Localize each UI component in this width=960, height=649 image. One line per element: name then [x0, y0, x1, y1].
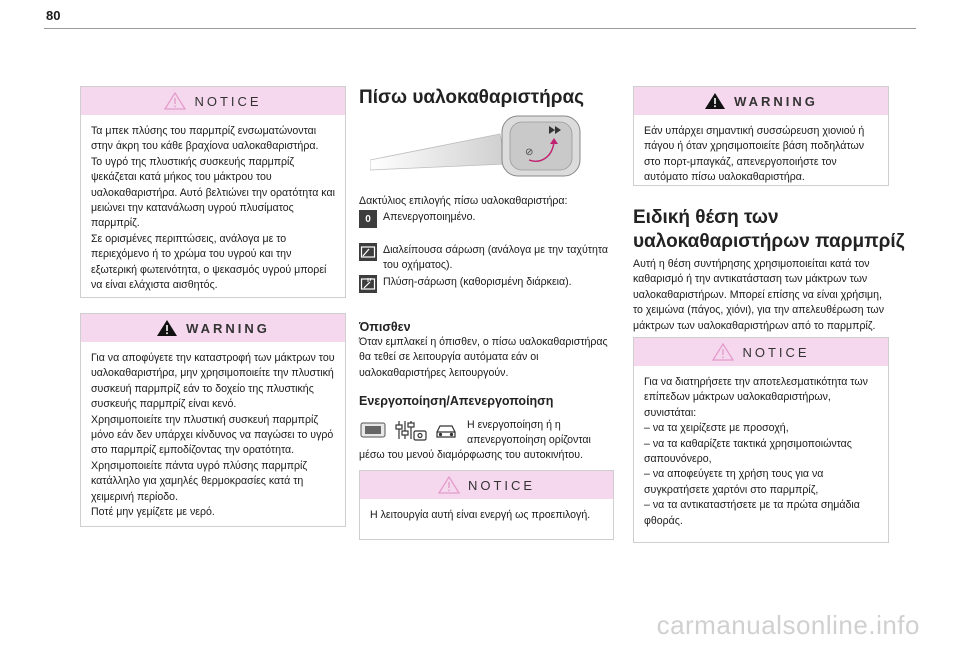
warning-text: Εάν υπάρχει σημαντική συσσώρευση χιονιού ή πάγου ή όταν χρησιμοποιείτε βάση ποδηλάτων στο πορτ-μπαγκάζ, απενεργοποιήστε τον αυτόματο πίσω υαλοκαθαριστήρα.: [644, 125, 865, 184]
notice-paragraph: Το υγρό της πλυστικής συσκευής παρμπρίζ ψεκάζεται κατά μήκος του μάκτρου του υαλοκαθαριστήρα. Αυτό βελτιώνει την ορατότητα και μειώνει την κατανάλωση υγρού πλυσίματος παρμπρίζ.: [91, 155, 335, 230]
wash-wipe-icon: [359, 275, 377, 293]
option-wash-wipe: [359, 275, 619, 293]
warning-paragraph: Για να αποφύγετε την καταστροφή των μάκτρων του υαλοκαθαριστήρα, μην χρησιμοποιείτε την πλυστική συσκευή παρμπρίζ εάν το δοχείο της πλυστικής συσκευής παρμπρίζ είναι κενό.: [91, 352, 335, 411]
ring-caption: Δακτύλιος επιλογής πίσω υαλοκαθαριστήρα:: [359, 195, 568, 207]
notice-item: – να τα καθαρίζετε τακτικά χρησιμοποιώντας σαπουνόνερο,: [644, 437, 852, 466]
warning-triangle-icon: [704, 92, 726, 110]
activation-heading: Ενεργοποίηση/Απενεργοποίηση: [359, 394, 554, 408]
watermark: carmanualsonline.info: [656, 610, 920, 640]
warning-header: [81, 314, 345, 342]
notice-box-right: [633, 337, 889, 543]
warning-triangle-icon: [438, 476, 460, 494]
option-off: [359, 210, 619, 228]
warning-body: [634, 115, 888, 196]
warning-triangle-icon: [712, 343, 734, 361]
section-heading-rear-wiper: Πίσω υαλοκαθαριστήρας: [359, 87, 585, 108]
activation-text-2: απενεργοποίηση ορίζονται: [467, 434, 591, 446]
rear-wiper-stalk-illustration: [370, 112, 590, 184]
notice-title: NOTICE: [467, 477, 536, 493]
warning-box-right: [633, 86, 889, 186]
notice-item: – να τα αντικαταστήσετε με τα πρώτα σημάδια φθοράς.: [644, 499, 860, 527]
notice-header: [634, 338, 888, 366]
reverse-text: Όταν εμπλακεί η όπισθεν, ο πίσω υαλοκαθαριστήρας θα τεθεί σε λειτουργία αυτόματα εάν οι υαλοκαθαριστήρες λειτουργούν.: [359, 336, 608, 379]
notice-body: [81, 115, 345, 303]
warning-paragraph: Χρησιμοποιείτε την πλυστική συσκευή παρμπρίζ μόνο εάν δεν υπάρχει κίνδυνος να παγώσει το υγρό στο παρμπρίζ εμποδίζοντας την ορατότητα.: [91, 413, 334, 457]
svg-text:⊘: ⊘: [525, 147, 534, 158]
notice-header: [360, 471, 613, 499]
notice-intro: Για να διατηρήσετε την αποτελεσματικότητα των επίπεδων μάκτρων υαλοκαθαριστήρων, συνιστάται:: [644, 376, 868, 419]
notice-body: [634, 366, 888, 539]
option-text: Απενεργοποιημένο.: [383, 211, 476, 223]
option-text: Διαλείπουσα σάρωση (ανάλογα με την ταχύτητα του οχήματος).: [383, 244, 609, 271]
section-heading-service-position-1: Ειδική θέση των: [633, 207, 779, 228]
warning-box-left: [80, 313, 346, 527]
warning-paragraph: Χρησιμοποιείτε πάντα υγρό πλύσης παρμπρίζ κατάλληλο για χαμηλές θερμοκρασίες κατά τη χειμερινή περίοδο.: [91, 459, 308, 503]
notice-text: Η λειτουργία αυτή είναι ενεργή ως προεπιλογή.: [370, 509, 591, 521]
reverse-heading: Όπισθεν: [359, 320, 411, 334]
warning-title: WARNING: [186, 320, 270, 336]
infotainment-menu-icons: [359, 418, 463, 442]
warning-triangle-icon: [164, 92, 186, 110]
warning-header: [634, 87, 888, 115]
activation-text-3: μέσω του μενού διαμόρφωσης του αυτοκινήτου.: [359, 449, 584, 461]
section-heading-service-position-2: υαλοκαθαριστήρων παρμπρίζ: [633, 231, 905, 252]
off-key-icon: 0: [359, 210, 377, 228]
notice-header: [81, 87, 345, 115]
notice-title: NOTICE: [742, 344, 810, 360]
notice-item: – να τα χειρίζεστε με προσοχή,: [644, 422, 789, 435]
page-number: 80: [46, 8, 61, 23]
option-intermittent: [359, 243, 619, 273]
notice-paragraph: Τα μπεκ πλύσης του παρμπρίζ ενσωματώνονται στην άκρη του κάθε βραχίονα υαλοκαθαριστήρα.: [91, 125, 319, 153]
notice-box-left: [80, 86, 346, 298]
service-position-intro: Αυτή η θέση συντήρησης χρησιμοποιείται κατά τον καθαρισμό ή την αντικατάσταση των μάκτρων των υαλοκαθαριστήρων. Μπορεί επίσης να είναι χρήσιμη, το χειμώνα (πάγος, χιόνι), για την απελευθέρωση των μάκτρων των υαλοκαθαριστήρων από το παρμπρίζ.: [633, 258, 885, 332]
warning-triangle-icon: [156, 319, 178, 337]
warning-body: [81, 342, 345, 530]
warning-title: WARNING: [734, 93, 818, 109]
notice-box-middle: [359, 470, 614, 540]
notice-item: – να αποφεύγετε τη χρήση τους για να συγκρατήσετε χαρτόνι στο παρμπρίζ,: [644, 468, 824, 496]
activation-text-1: Η ενεργοποίηση ή η: [467, 419, 561, 431]
warning-paragraph: Ποτέ μην γεμίζετε με νερό.: [91, 506, 215, 519]
notice-title: NOTICE: [194, 93, 262, 109]
intermittent-wipe-icon: [359, 243, 377, 261]
notice-body: [360, 499, 613, 533]
notice-paragraph: Σε ορισμένες περιπτώσεις, ανάλογα με το περιεχόμενο ή το χρώμα του υγρού και την εξωτερική φωτεινότητα, ο ψεκασμός υγρού μπορεί να είναι ελάχιστα αισθητός.: [91, 232, 327, 292]
header-divider: [44, 28, 916, 29]
option-text: Πλύση-σάρωση (καθορισμένη διάρκεια).: [383, 276, 572, 288]
